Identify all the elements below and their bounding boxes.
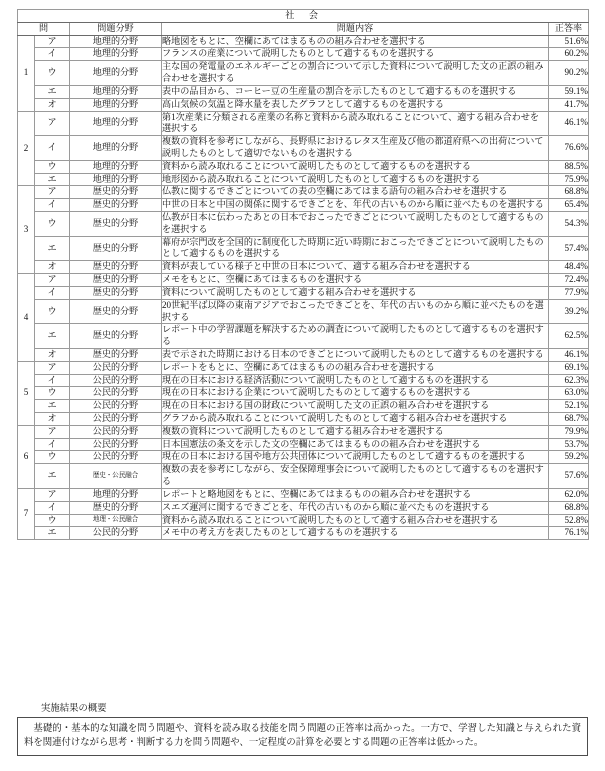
question-field: 公民的分野 [70,361,162,374]
sub-question-label: ア [35,274,70,287]
question-field: 歴史的分野 [70,274,162,287]
sub-question-label: エ [35,527,70,540]
correct-rate-value: 52.1% [549,400,589,413]
question-content: レポートをもとに、空欄にあてはまるものの組み合わせを選択する [162,361,549,374]
sub-question-label: ウ [35,514,70,527]
question-field: 歴史的分野 [70,261,162,274]
question-content: 仏教が日本に伝わったあとの日本でおこったできごとについて説明したものとして適するものを選択する [162,212,549,237]
table-row [18,425,589,438]
question-number: 6 [18,425,35,488]
table-row [18,514,589,527]
results-table [17,9,589,540]
question-number: 2 [18,111,35,186]
results-table-container [17,9,588,540]
question-content: グラフから読み取れることについて説明したものとして適する組み合わせを選択する [162,413,549,426]
table-row [18,261,589,274]
sub-question-label: オ [35,98,70,111]
question-content: 現在の日本における経済活動について説明したものとして適するものを選択する [162,374,549,387]
correct-rate-value: 48.4% [549,261,589,274]
sub-question-label: オ [35,413,70,426]
question-field: 地理的分野 [70,160,162,173]
column-header-content: 問題内容 [162,22,549,35]
summary-heading: 実施結果の概要 [41,704,107,714]
question-content: 資料について説明したものとして適する組み合わせを選択する [162,286,549,299]
sub-question-label: ア [35,361,70,374]
question-field: 歴史的分野 [70,212,162,237]
question-content: 複数の表を参考にしながら、安全保障理事会について説明したものとして適するものを選択する [162,464,549,489]
question-content: 複数の資料について説明したものとして適する組み合わせを選択する [162,425,549,438]
page-title: 社 会 [18,10,589,23]
question-content: 複数の資料を参考にしながら、長野県におけるレタス生産及び他の都道府県への出荷について説明したものとして適切でないものを選択する [162,136,549,161]
question-field: 歴史的分野 [70,348,162,361]
question-content: 略地図をもとに、空欄にあてはまるものの組み合わせを選択する [162,35,549,48]
correct-rate-value: 79.9% [549,425,589,438]
question-content: フランスの産業について説明したものとして適するものを選択する [162,48,549,61]
table-row [18,173,589,186]
table-row [18,413,589,426]
sub-question-label: ウ [35,212,70,237]
correct-rate-value: 76.1% [549,527,589,540]
table-row [18,199,589,212]
table-row [18,400,589,413]
correct-rate-value: 51.6% [549,35,589,48]
question-field: 公民的分野 [70,527,162,540]
question-content: 中世の日本と中国の関係に関するできごとを、年代の古いものから順に並べたものを選択する [162,199,549,212]
question-content: 第1次産業に分類される産業の名称と資料から読み取れることについて、適する組み合わせを選択する [162,111,549,136]
question-field: 歴史的分野 [70,286,162,299]
column-header-field: 問題分野 [70,22,162,35]
column-header-question: 問 [18,22,70,35]
question-field: 地理的分野 [70,85,162,98]
sub-question-label: ア [35,111,70,136]
question-field: 公民的分野 [70,425,162,438]
correct-rate-value: 57.6% [549,464,589,489]
sub-question-label: ア [35,186,70,199]
question-field: 地理的分野 [70,35,162,48]
question-field: 歴史・公民融合 [70,464,162,489]
question-content: メモ中の考え方を表したものとして適するものを選択する [162,527,549,540]
table-row [18,451,589,464]
sub-question-label: エ [35,324,70,349]
table-row [18,48,589,61]
question-field: 地理的分野 [70,98,162,111]
sub-question-label: イ [35,501,70,514]
question-content: レポート中の学習課題を解決するための調査について説明したものとして適するものを選択する [162,324,549,349]
question-content: 現在の日本における国や地方公共団体について説明したものとして適するものを選択する [162,451,549,464]
correct-rate-value: 63.0% [549,387,589,400]
question-field: 地理的分野 [70,488,162,501]
sub-question-label: ア [35,488,70,501]
table-row [18,286,589,299]
question-content: 資料から読み取れることについて説明したものとして適するものを選択する [162,160,549,173]
correct-rate-value: 68.7% [549,413,589,426]
table-header [18,10,589,36]
question-content: レポートと略地図をもとに、空欄にあてはまるものの組み合わせを選択する [162,488,549,501]
table-row [18,61,589,86]
sub-question-label: ウ [35,160,70,173]
sub-question-label: ア [35,35,70,48]
correct-rate-value: 68.8% [549,501,589,514]
summary-text: 基礎的・基本的な知識を問う問題や、資料を読み取る技能を問う問題の正答率は高かった。一方で、学習した知識と与えられた資料を関連付けながら思考・判断する力を問う問題や、一定程度の計算を必要とする問題の正答率は低かった。 [24,724,581,749]
sub-question-label: オ [35,261,70,274]
correct-rate-value: 53.7% [549,438,589,451]
correct-rate-value: 59.2% [549,451,589,464]
question-content: メモをもとに、空欄にあてはまるものを選択する [162,274,549,287]
question-field: 地理的分野 [70,48,162,61]
correct-rate-value: 76.6% [549,136,589,161]
correct-rate-value: 72.4% [549,274,589,287]
sub-question-label: エ [35,85,70,98]
question-content: 表中の品目から、コーヒー豆の生産量の割合を示したものとして適するものを選択する [162,85,549,98]
table-row [18,85,589,98]
correct-rate-value: 88.5% [549,160,589,173]
correct-rate-value: 68.8% [549,186,589,199]
sub-question-label: エ [35,173,70,186]
table-row [18,438,589,451]
sub-question-label: イ [35,286,70,299]
question-field: 地理・公民融合 [70,514,162,527]
question-content: 20世紀半ば以降の東南アジアでおこったできごとを、年代の古いものから順に並べたものを選択する [162,299,549,324]
sub-question-label: エ [35,464,70,489]
correct-rate-value: 57.4% [549,236,589,261]
table-row [18,136,589,161]
question-field: 歴史的分野 [70,501,162,514]
table-row [18,274,589,287]
question-field: 地理的分野 [70,173,162,186]
table-row [18,111,589,136]
question-content: 高山気候の気温と降水量を表したグラフとして適するものを選択する [162,98,549,111]
correct-rate-value: 69.1% [549,361,589,374]
table-row [18,324,589,349]
correct-rate-value: 77.9% [549,286,589,299]
correct-rate-value: 75.9% [549,173,589,186]
column-header-row [18,22,589,35]
question-content: 資料から読み取れることについて説明したものとして適する組み合わせを選択する [162,514,549,527]
sub-question-label: ウ [35,61,70,86]
summary-box [17,717,588,756]
correct-rate-value: 90.2% [549,61,589,86]
question-field: 歴史的分野 [70,299,162,324]
correct-rate-value: 52.8% [549,514,589,527]
sub-question-label: ウ [35,451,70,464]
table-row [18,348,589,361]
question-field: 公民的分野 [70,413,162,426]
sub-question-label: ア [35,425,70,438]
table-row [18,387,589,400]
table-row [18,212,589,237]
correct-rate-value: 62.5% [549,324,589,349]
question-content: 資料が表している様子と中世の日本について、適する組み合わせを選択する [162,261,549,274]
table-row [18,501,589,514]
sub-question-label: エ [35,400,70,413]
question-number: 7 [18,488,35,539]
question-field: 公民的分野 [70,438,162,451]
sub-question-label: イ [35,48,70,61]
table-row [18,374,589,387]
correct-rate-value: 39.2% [549,299,589,324]
table-row [18,98,589,111]
question-content: 地形図から読み取れることについて説明したものとして適するものを選択する [162,173,549,186]
question-field: 歴史的分野 [70,186,162,199]
table-row [18,160,589,173]
column-header-correct-rate: 正答率 [549,22,589,35]
table-row [18,488,589,501]
sub-question-label: イ [35,438,70,451]
correct-rate-value: 46.1% [549,348,589,361]
sub-question-label: オ [35,348,70,361]
sub-question-label: ウ [35,387,70,400]
sub-question-label: イ [35,374,70,387]
subject-title-row [18,10,589,23]
table-row [18,527,589,540]
table-body [18,35,589,540]
question-content: 主な国の発電量のエネルギーごとの割合について示した資料について説明した文の正誤の組み合わせを選択する [162,61,549,86]
question-number: 1 [18,35,35,111]
question-field: 地理的分野 [70,136,162,161]
question-field: 歴史的分野 [70,199,162,212]
correct-rate-value: 62.3% [549,374,589,387]
table-row [18,236,589,261]
sub-question-label: イ [35,199,70,212]
correct-rate-value: 65.4% [549,199,589,212]
table-row [18,361,589,374]
sub-question-label: ウ [35,299,70,324]
question-field: 公民的分野 [70,387,162,400]
question-content: 現在の日本における企業について説明したものとして適するものを選択する [162,387,549,400]
summary-section [17,700,588,756]
question-field: 地理的分野 [70,61,162,86]
question-field: 歴史的分野 [70,236,162,261]
correct-rate-value: 60.2% [549,48,589,61]
question-content: 現在の日本における国の財政について説明した文の正誤の組み合わせを選択する [162,400,549,413]
correct-rate-value: 46.1% [549,111,589,136]
question-number: 4 [18,274,35,362]
table-row [18,464,589,489]
correct-rate-value: 59.1% [549,85,589,98]
sub-question-label: エ [35,236,70,261]
table-row [18,186,589,199]
question-field: 公民的分野 [70,400,162,413]
correct-rate-value: 54.3% [549,212,589,237]
question-content: 幕府が宗門改を全国的に制度化した時期に近い時期におこったできごとについて説明したものとして適するものを選択する [162,236,549,261]
correct-rate-value: 62.0% [549,488,589,501]
question-content: 仏教に関するできごとについての表の空欄にあてはまる語句の組み合わせを選択する [162,186,549,199]
question-content: 日本国憲法の条文を示した文の空欄にあてはまるものの組み合わせを選択する [162,438,549,451]
question-field: 歴史的分野 [70,324,162,349]
question-field: 公民的分野 [70,451,162,464]
question-field: 地理的分野 [70,111,162,136]
question-number: 3 [18,186,35,274]
question-number: 5 [18,361,35,425]
table-row [18,35,589,48]
table-row [18,299,589,324]
question-content: 表で示された時期における日本のできごとについて説明したものとして適するものを選択する [162,348,549,361]
question-content: スエズ運河に関するできごとを、年代の古いものから順に並べたものを選択する [162,501,549,514]
correct-rate-value: 41.7% [549,98,589,111]
question-field: 公民的分野 [70,374,162,387]
sub-question-label: イ [35,136,70,161]
